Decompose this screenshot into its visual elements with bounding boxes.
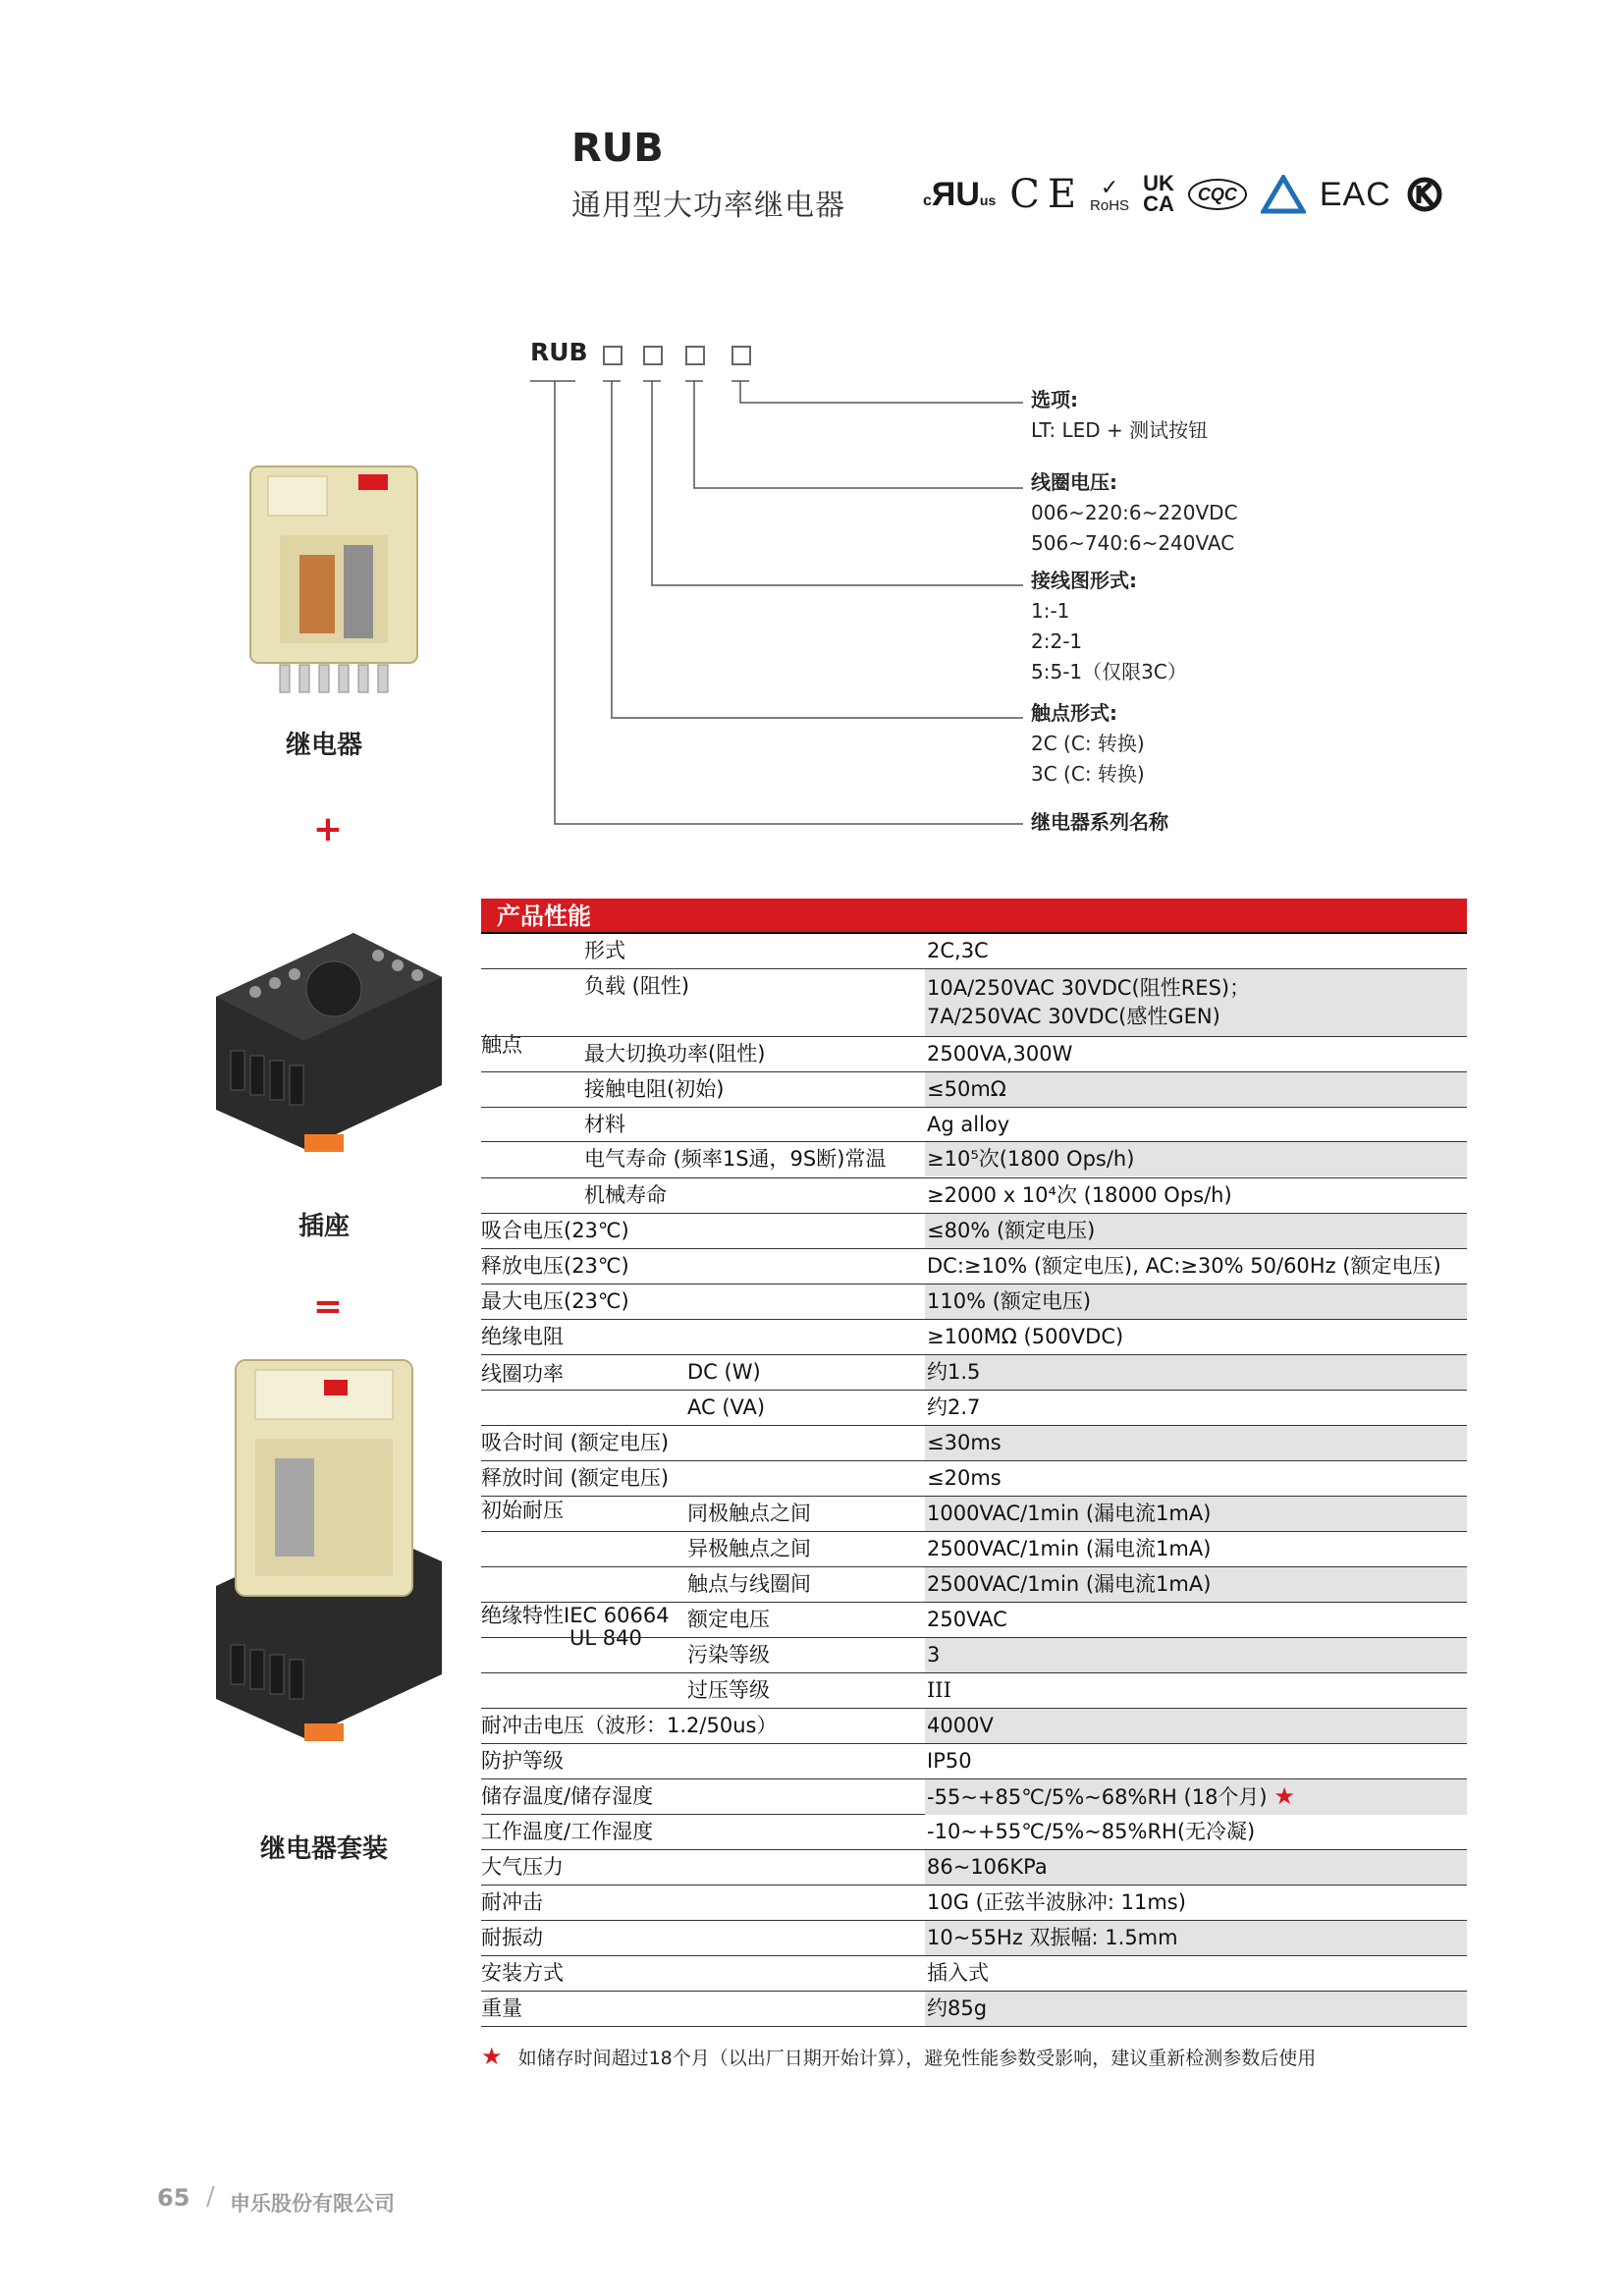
spec-row <box>481 1178 1467 1214</box>
relay-image <box>241 447 427 702</box>
group-label-dielectric: 初始耐压 <box>481 1499 564 1522</box>
spec-value: ≤80% (额定电压) <box>925 1214 1467 1248</box>
wiring-label: 接线图形式: <box>1031 569 1137 592</box>
spec-value: -10~+55℃/5%~85%RH(无冷凝) <box>927 1820 1256 1843</box>
spec-value: ≤20ms <box>927 1466 1001 1490</box>
spec-label: 过压等级 <box>687 1678 770 1702</box>
spec-label: 吸合电压(23℃) <box>481 1219 629 1242</box>
spec-row <box>481 1532 1467 1567</box>
spec-row <box>481 1391 1467 1426</box>
eac-cert-icon: EAC <box>1319 176 1391 213</box>
spec-value: Ag alloy <box>927 1113 1010 1136</box>
company-name: 申乐股份有限公司 <box>230 2192 395 2215</box>
star-icon: ★ <box>1273 1782 1295 1810</box>
relay-kit-image <box>196 1350 457 1753</box>
socket-image <box>196 918 457 1164</box>
spec-value: 约2.7 <box>927 1395 981 1419</box>
spec-label: 污染等级 <box>687 1643 770 1667</box>
spec-label: 最大切换功率(阻性) <box>584 1042 766 1066</box>
spec-label: 材料 <box>584 1113 625 1136</box>
equals-sign: = <box>312 1286 344 1327</box>
plus-sign: + <box>312 809 344 849</box>
spec-label: 耐振动 <box>481 1926 543 1949</box>
spec-row <box>481 1815 1467 1850</box>
spec-row <box>481 1567 1467 1603</box>
page-number: 65 <box>157 2184 190 2212</box>
spec-label: 吸合时间 (额定电压) <box>481 1431 670 1454</box>
spec-label: AC (VA) <box>687 1395 766 1419</box>
spec-label: 形式 <box>584 939 625 962</box>
spec-value: 3 <box>925 1638 1467 1672</box>
spec-value-line: 7A/250VAC 30VDC(感性GEN) <box>927 1005 1220 1028</box>
spec-row <box>481 1850 1467 1886</box>
ul-cert-icon: cЯUus <box>923 176 997 213</box>
spec-value: ≥2000 x 10⁴次 (18000 Ops/h) <box>927 1183 1232 1207</box>
spec-row <box>481 1037 1467 1072</box>
spec-row <box>481 934 1467 969</box>
footnote-text: 如储存时间超过18个月（以出厂日期开始计算），避免性能参数受影响，建议重新检测参数后使用 <box>517 2048 1317 2069</box>
spec-row <box>481 1461 1467 1497</box>
cqc-cert-icon: CQC <box>1188 179 1247 210</box>
spec-value-text: -55~+85℃/5%~68%RH (18个月) <box>927 1785 1268 1809</box>
relay-label: 继电器 <box>285 731 362 760</box>
spec-label: 耐冲击电压（波形：1.2/50us） <box>481 1714 778 1737</box>
spec-section-header: 产品性能 <box>481 899 1467 934</box>
order-code-model: RUB <box>530 338 588 366</box>
spec-row <box>481 1142 1467 1178</box>
contact-form-line: 2C (C: 转换) <box>1031 732 1145 755</box>
spec-value <box>925 1779 1467 1815</box>
model-title: RUB <box>571 126 664 171</box>
spec-value: ≥100MΩ (500VDC) <box>927 1325 1124 1348</box>
spec-label: 异极触点之间 <box>687 1537 811 1560</box>
socket-label: 插座 <box>298 1212 350 1241</box>
spec-value-line: 10A/250VAC 30VDC(阻性RES)； <box>927 976 1251 1000</box>
storage-footnote <box>481 2043 1316 2070</box>
spec-row <box>481 1497 1467 1532</box>
spec-row <box>481 1426 1467 1461</box>
spec-label: 负载 (阻性) <box>584 974 690 998</box>
spec-row <box>481 1709 1467 1744</box>
spec-label: 重量 <box>481 1996 522 2020</box>
spec-row <box>481 1214 1467 1249</box>
spec-label: 最大电压(23℃) <box>481 1289 629 1313</box>
spec-value: 2C,3C <box>927 939 989 962</box>
coil-voltage-description <box>1031 467 1238 559</box>
contact-form-label: 触点形式: <box>1031 701 1117 725</box>
series-name-label: 继电器系列名称 <box>1031 810 1168 834</box>
spec-row <box>481 1320 1467 1355</box>
spec-value: 2500VAC/1min (漏电流1mA) <box>927 1537 1212 1560</box>
spec-label: 安装方式 <box>481 1961 564 1985</box>
coil-voltage-line: 006~220:6~220VDC <box>1031 501 1238 524</box>
spec-value: 约1.5 <box>925 1355 1467 1390</box>
spec-value: 插入式 <box>927 1961 989 1985</box>
star-icon: ★ <box>481 2043 503 2070</box>
spec-label: 大气压力 <box>481 1855 564 1879</box>
spec-label: 释放时间 (额定电压) <box>481 1466 670 1490</box>
spec-row <box>481 1886 1467 1921</box>
spec-value: 250VAC <box>927 1608 1007 1631</box>
spec-row <box>481 1638 1467 1673</box>
group-label-ul840: UL 840 <box>569 1626 642 1650</box>
relay-kit-label: 继电器套装 <box>259 1834 388 1864</box>
wiring-line: 2:2-1 <box>1031 629 1083 653</box>
contact-form-line: 3C (C: 转换) <box>1031 762 1145 786</box>
model-subtitle: 通用型大功率继电器 <box>571 189 845 223</box>
ukca-cert-icon: UK CA <box>1143 171 1174 216</box>
series-name-description <box>1031 807 1168 838</box>
spec-label: 接触电阻(初始) <box>584 1077 725 1101</box>
options-line: LT: LED + 测试按钮 <box>1031 418 1209 442</box>
ce-cert-icon: C E <box>1009 172 1077 217</box>
spec-label: 额定电压 <box>687 1608 770 1631</box>
group-label-insulation: 绝缘特性IEC 60664 <box>481 1604 670 1627</box>
spec-label: 同极触点之间 <box>687 1502 811 1525</box>
options-label: 选项: <box>1031 388 1078 411</box>
spec-row <box>481 1249 1467 1285</box>
spec-value: 4000V <box>925 1709 1467 1743</box>
footer-separator: / <box>206 2182 215 2212</box>
spec-value <box>925 969 1467 1036</box>
spec-value: ≤50mΩ <box>925 1072 1467 1107</box>
spec-value: ≤30ms <box>925 1426 1467 1460</box>
spec-label: 机械寿命 <box>584 1183 667 1207</box>
spec-label: 电气寿命 (频率1S通，9S断)常温 <box>584 1147 887 1171</box>
spec-row <box>481 969 1467 1037</box>
spec-row <box>481 1285 1467 1320</box>
options-description <box>1031 385 1208 446</box>
group-label-coil-power: 线圈功率 <box>481 1362 564 1386</box>
spec-row <box>481 1603 1467 1638</box>
spec-value: III <box>927 1678 951 1702</box>
spec-row <box>481 1108 1467 1142</box>
spec-value: 2500VAC/1min (漏电流1mA) <box>925 1567 1467 1602</box>
coil-voltage-line: 506~740:6~240VAC <box>1031 531 1235 555</box>
spec-row <box>481 1744 1467 1779</box>
spec-value: 10G (正弦半波脉冲: 11ms) <box>927 1890 1186 1914</box>
spec-row <box>481 1355 1467 1391</box>
spec-row <box>481 1956 1467 1992</box>
coil-voltage-label: 线圈电压: <box>1031 470 1117 494</box>
spec-label: 储存温度/储存湿度 <box>481 1784 654 1808</box>
spec-value: 110% (额定电压) <box>925 1285 1467 1319</box>
spec-value: DC:≥10% (额定电压), AC:≥30% 50/60Hz (额定电压) <box>927 1254 1441 1278</box>
spec-label: 释放电压(23℃) <box>481 1254 629 1278</box>
spec-row <box>481 1673 1467 1709</box>
spec-label: DC (W) <box>687 1360 761 1384</box>
spec-value: IP50 <box>927 1749 972 1773</box>
spec-label: 绝缘电阻 <box>481 1325 564 1348</box>
spec-value: 2500VA,300W <box>927 1042 1073 1066</box>
spec-value: 约85g <box>925 1992 1467 2026</box>
spec-label: 防护等级 <box>481 1749 564 1773</box>
spec-label: 工作温度/工作湿度 <box>481 1820 654 1843</box>
rohs-cert-icon: ✓ RoHS <box>1090 174 1130 214</box>
wiring-description <box>1031 566 1187 687</box>
spec-value: ≥10⁵次(1800 Ops/h) <box>925 1142 1467 1176</box>
spec-row <box>481 1779 1467 1815</box>
contact-form-description <box>1031 698 1145 790</box>
spec-row <box>481 1072 1467 1108</box>
spec-row <box>481 1992 1467 2027</box>
spec-label: 触点与线圈间 <box>687 1572 811 1596</box>
spec-row <box>481 1921 1467 1956</box>
spec-value: 86~106KPa <box>925 1850 1467 1885</box>
wiring-line: 5:5-1（仅限3C） <box>1031 660 1187 683</box>
spec-value: 1000VAC/1min (漏电流1mA) <box>925 1497 1467 1531</box>
wiring-line: 1:-1 <box>1031 599 1070 623</box>
group-label-contact: 触点 <box>481 1033 522 1057</box>
spec-value: 10~55Hz 双振幅: 1.5mm <box>925 1921 1467 1955</box>
spec-label: 耐冲击 <box>481 1890 543 1914</box>
